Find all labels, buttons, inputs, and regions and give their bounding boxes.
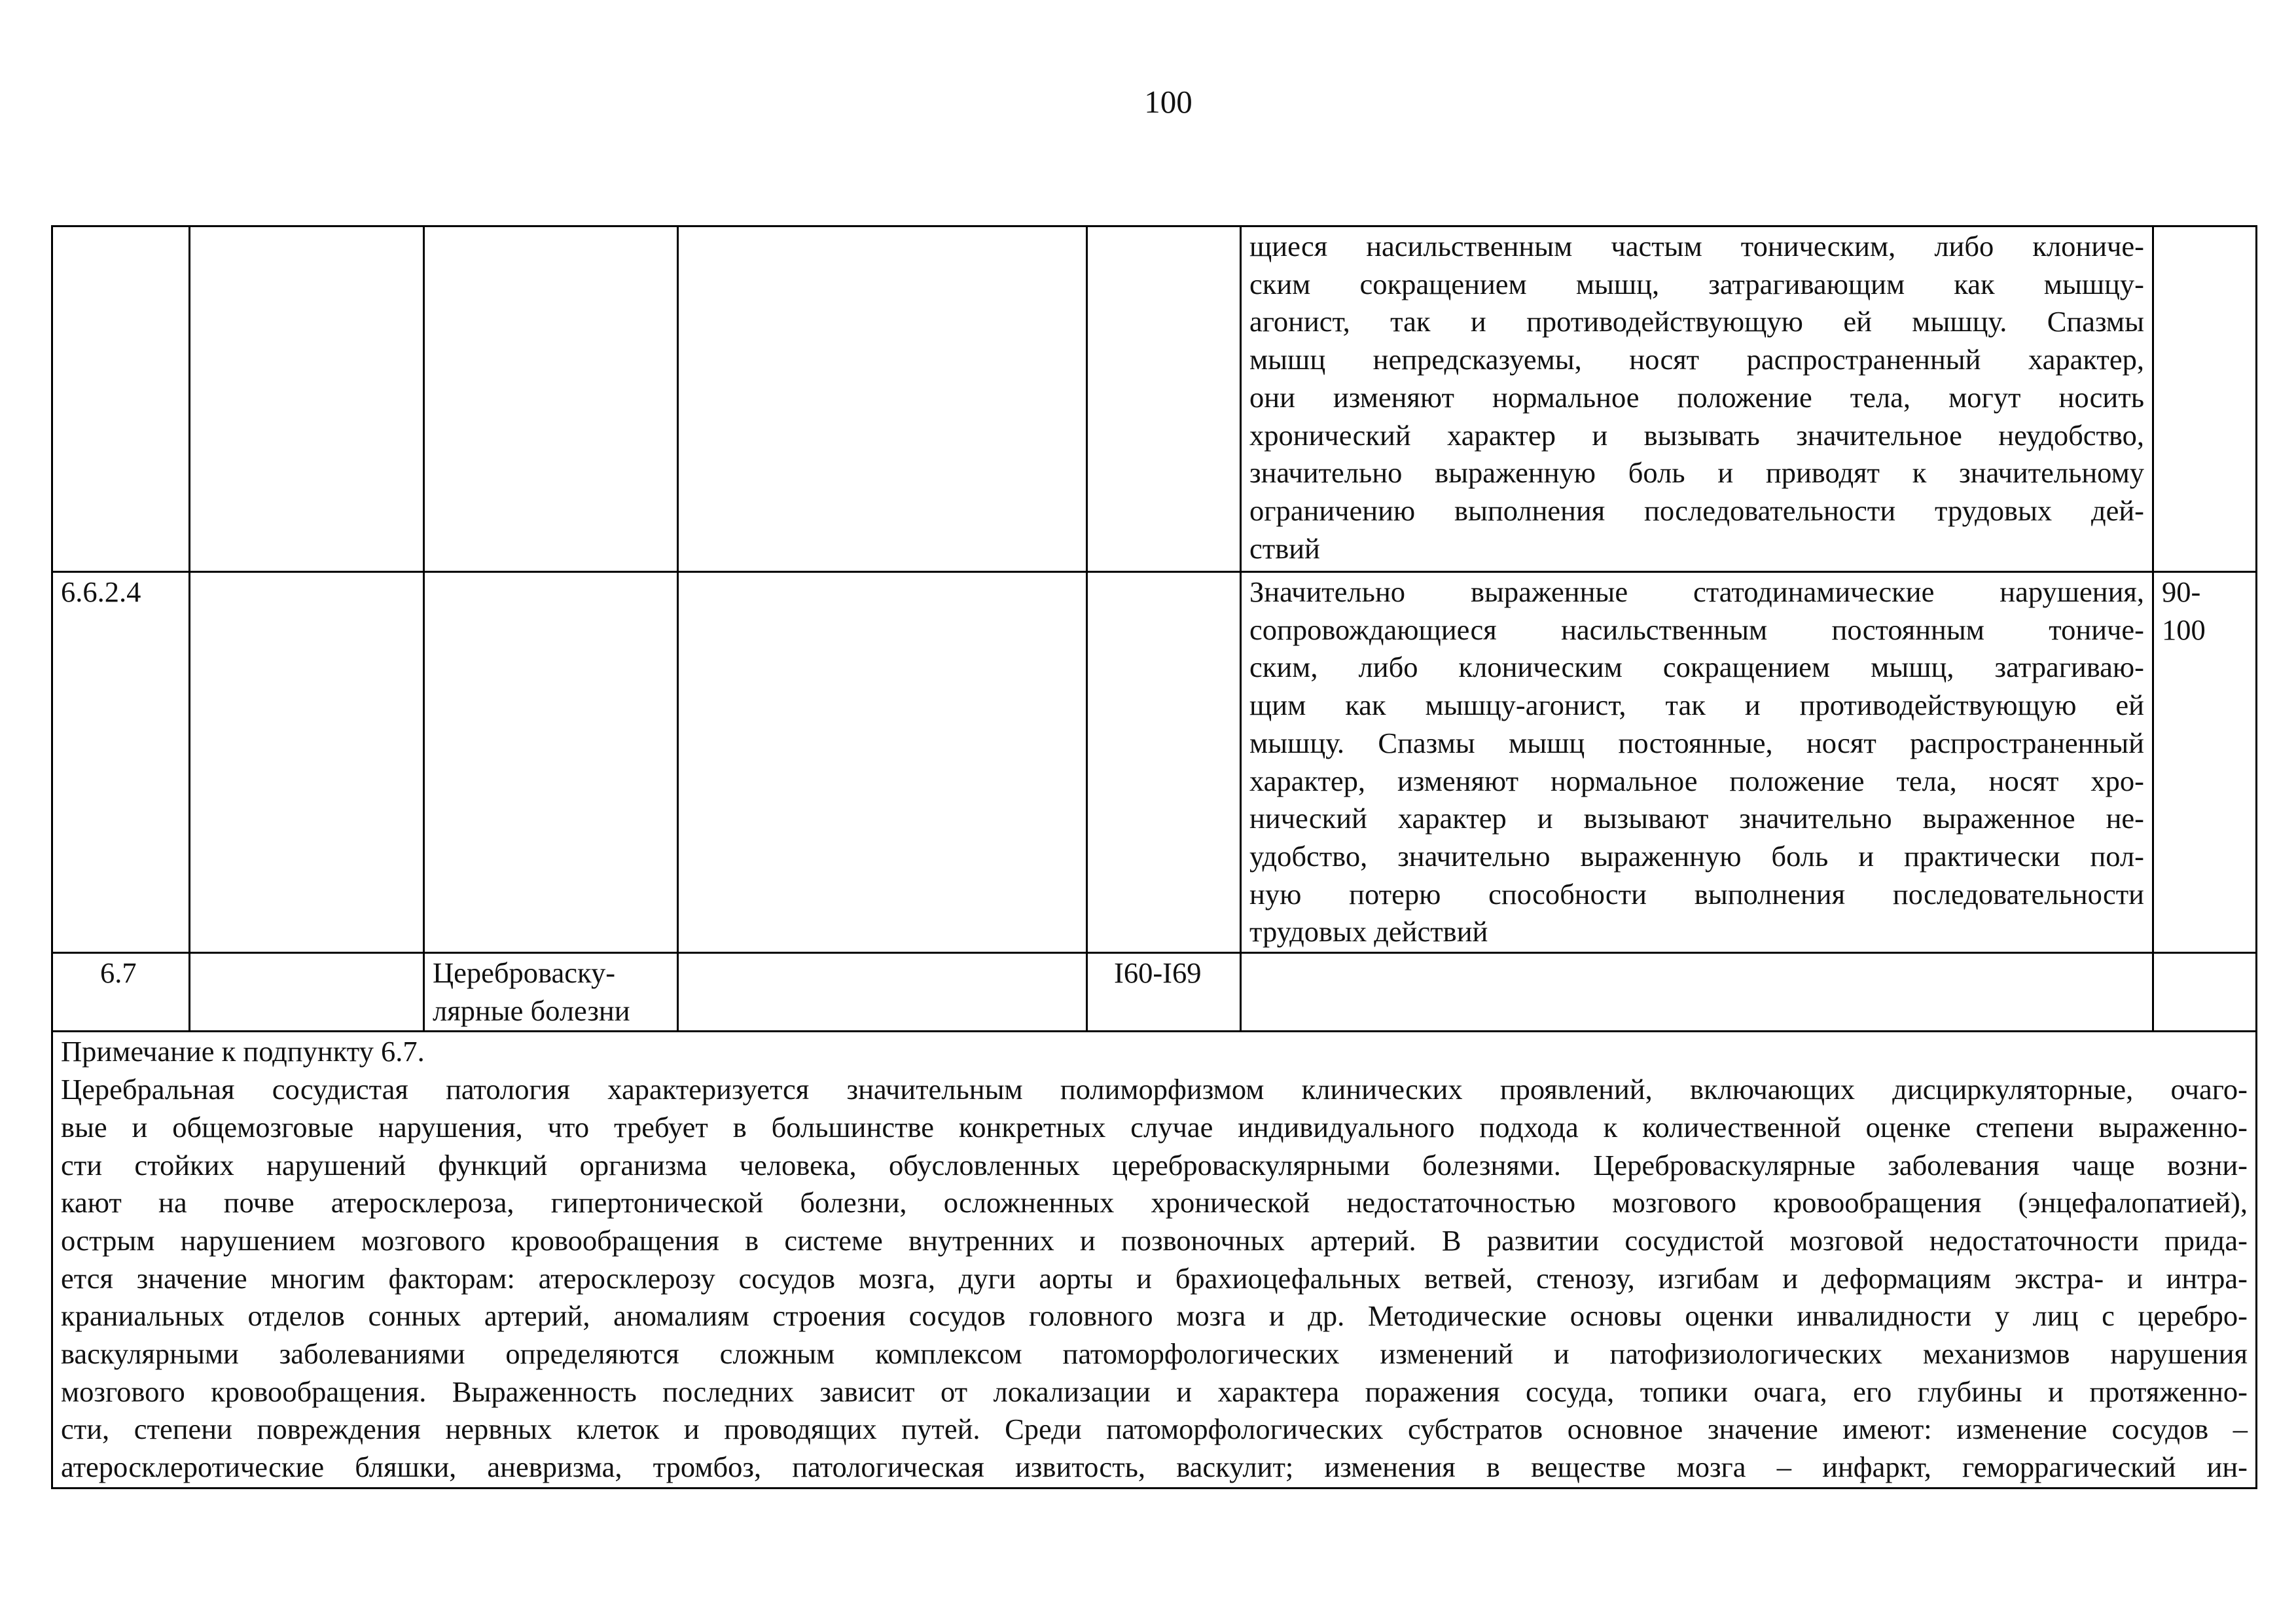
note-line: сти стойких нарушений функций организма человека, обусловленных цереброваскулярными болезнями. Цереброваскулярные заболевания чаще возни-: [61, 1148, 2248, 1182]
description-line: хронический характер и вызывать значительное неудобство,: [1249, 418, 2144, 452]
cell-percent: [2153, 572, 2257, 953]
note-line: Церебральная сосудистая патология характеризуется значительным полиморфизмом клинических проявлений, включающих дисциркуляторные, очаго-: [61, 1073, 2248, 1106]
description-line: Значительно выраженные статодинамические нарушения,: [1249, 575, 2144, 608]
cell-percent: [2153, 953, 2257, 1032]
note-title: Примечание к подпункту 6.7.: [61, 1035, 425, 1068]
description-line: удобство, значительно выраженную боль и практически пол-: [1249, 839, 2144, 873]
name-line: лярные болезни: [433, 994, 630, 1027]
description-line: сопровождающиеся насильственным постоянным тониче-: [1249, 613, 2144, 646]
name-line: Цереброваску-: [433, 956, 616, 990]
cell-name: [424, 953, 678, 1032]
cell-description: [1241, 226, 2153, 572]
classification-table: [51, 225, 2257, 1489]
description-line: значительно выраженную боль и приводят к значительному: [1249, 456, 2144, 490]
cell-code: 6.6.2.4: [52, 572, 190, 953]
cell-empty: [190, 953, 424, 1032]
note-line: ется значение многим факторам: атеросклерозу сосудов мозга, дуги аорты и брахиоцефальных ветвей, стенозу, изгибам и деформациям экстра- и интра-: [61, 1261, 2248, 1295]
description-line: мышцу. Спазмы мышц постоянные, носят распространенный: [1249, 726, 2144, 759]
cell-icd: I60-I69: [1087, 953, 1241, 1032]
cell-description: [1241, 953, 2153, 1032]
description-line: ную потерю способности выполнения последовательности: [1249, 877, 2144, 911]
note-cell: [52, 1032, 2257, 1488]
cell-description: [1241, 572, 2153, 953]
description-line: нический характер и вызывают значительно выраженное не-: [1249, 802, 2144, 835]
page-number: 100: [1144, 84, 1193, 120]
cell-code: [52, 226, 190, 572]
cell-empty: [678, 572, 1087, 953]
percent-line: 90-: [2162, 575, 2201, 608]
note-line: краниальных отделов сонных артерий, аномалиям строения сосудов головного мозга и др. Методические основы оценки инвалидности у лиц с церебро-: [61, 1299, 2248, 1333]
cell-name: [424, 226, 678, 572]
description-line: характер, изменяют нормальное положение тела, носят хро-: [1249, 764, 2144, 797]
cell-empty: [678, 226, 1087, 572]
table-row-note: [52, 1032, 2257, 1488]
cell-empty: [190, 572, 424, 953]
description-line: ствий: [1249, 532, 1320, 565]
note-line: кают на почве атеросклероза, гипертонической болезни, осложненных хронической недостаточностью мозгового кровообращения (энцефалопатией),: [61, 1186, 2248, 1219]
description-line: трудовых действий: [1249, 915, 1488, 948]
note-line: вые и общемозговые нарушения, что требует в большинстве конкретных случае индивидуального подхода к количественной оценке степени выраженно-: [61, 1110, 2248, 1144]
note-line: мозгового кровообращения. Выраженность последних зависит от локализации и характера поражения сосуда, топики очага, его глубины и протяженно-: [61, 1375, 2248, 1408]
description-line: мышц непредсказуемы, носят распространенный характер,: [1249, 343, 2144, 376]
cell-icd: [1087, 226, 1241, 572]
description-line: они изменяют нормальное положение тела, могут носить: [1249, 380, 2144, 414]
description-line: щиеся насильственным частым тоническим, либо клониче-: [1249, 230, 2144, 262]
table-row-6-6-2-4: [52, 572, 2257, 953]
note-line: острым нарушением мозгового кровообращения в системе внутренних и позвоночных артерий. В развитии сосудистой мозговой недостаточности прида-: [61, 1223, 2248, 1257]
description-line: щим как мышцу-агонист, так и противодействующую ей: [1249, 689, 2144, 722]
description-line: агонист, так и противодействующую ей мышцу. Спазмы: [1249, 305, 2144, 338]
percent-line: 100: [2162, 613, 2206, 646]
table-row-continuation: [52, 226, 2257, 572]
cell-code: 6.7: [52, 953, 190, 1032]
cell-empty: [190, 226, 424, 572]
cell-icd: [1087, 572, 1241, 953]
cell-name: [424, 572, 678, 953]
description-line: ским, либо клоническим сокращением мышц, затрагиваю-: [1249, 651, 2144, 684]
table-row-6-7: [52, 953, 2257, 1032]
note-line: васкулярными заболеваниями определяются сложным комплексом патоморфологических изменений и патофизиологических механизмов нарушения: [61, 1337, 2248, 1371]
note-line: атеросклеротические бляшки, аневризма, тромбоз, патологическая извитость, васкулит; изменения в веществе мозга – инфаркт, геморрагический ин-: [61, 1451, 2248, 1484]
description-line: ограничению выполнения последовательности трудовых дей-: [1249, 494, 2144, 527]
cell-percent: [2153, 226, 2257, 572]
cell-empty: [678, 953, 1087, 1032]
note-line: сти, степени повреждения нервных клеток и проводящих путей. Среди патоморфологических субстратов основное значение имеют: изменение сосудов –: [61, 1413, 2248, 1446]
description-line: ским сокращением мышц, затрагивающим как мышцу-: [1249, 267, 2144, 300]
